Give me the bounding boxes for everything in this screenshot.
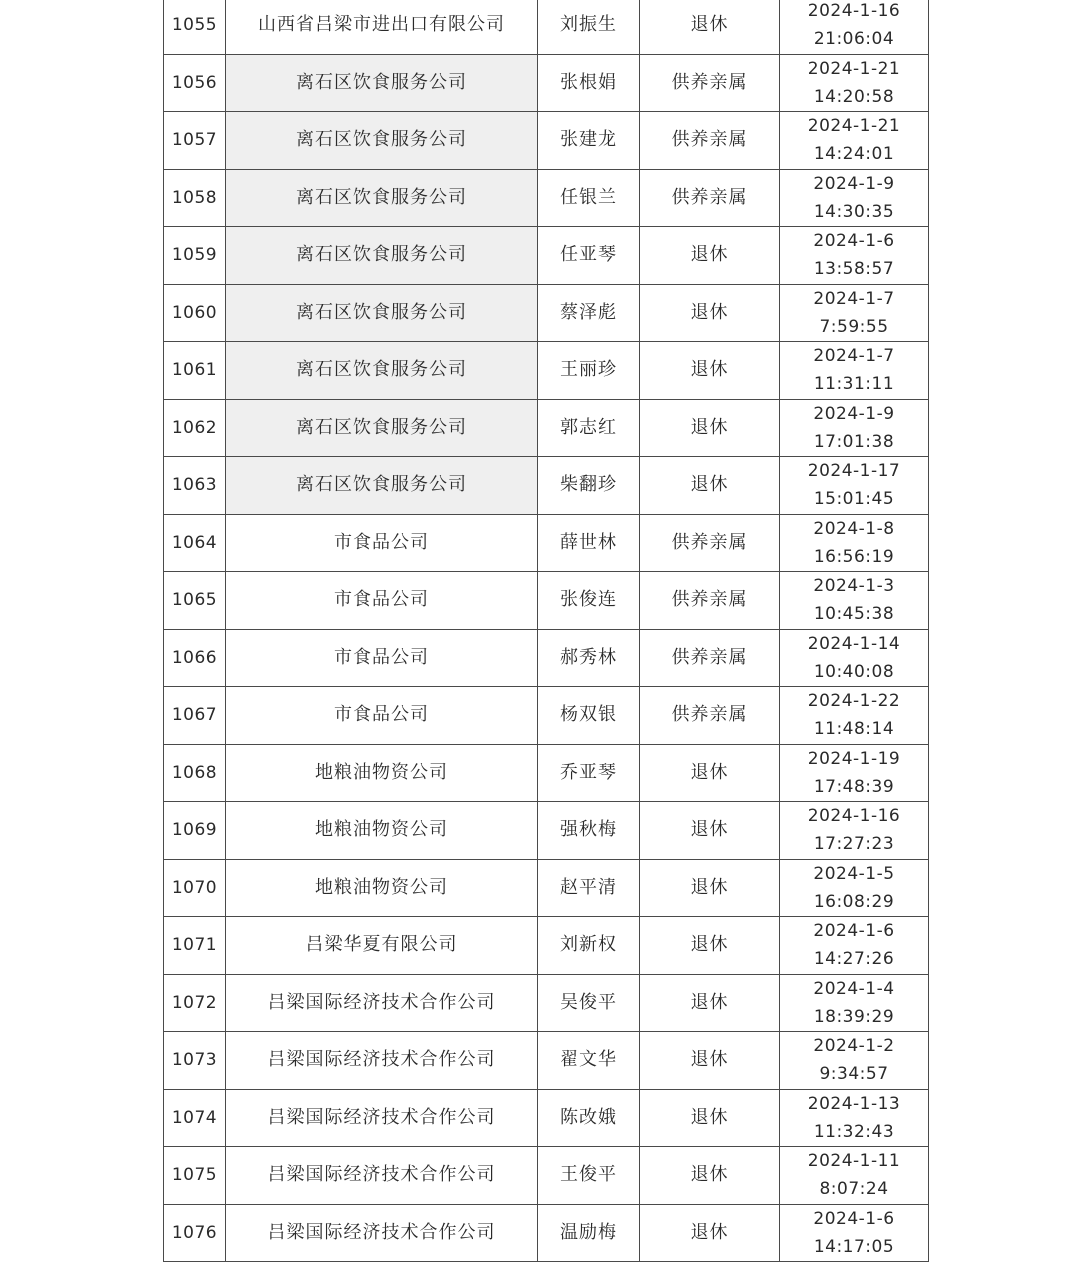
table-row <box>164 572 929 630</box>
status-type-cell: 供养亲属 <box>640 514 780 572</box>
company-cell: 地粮油物资公司 <box>226 802 538 860</box>
status-type-cell: 退休 <box>640 284 780 342</box>
date-text: 2024-1-5 <box>813 863 895 884</box>
time-text: 14:30:35 <box>813 201 895 222</box>
status-type-cell: 供养亲属 <box>640 169 780 227</box>
person-name-cell: 张根娟 <box>538 54 640 112</box>
person-name-cell: 柴翻珍 <box>538 457 640 515</box>
date-text: 2024-1-17 <box>807 461 901 482</box>
status-type-cell: 退休 <box>640 744 780 802</box>
datetime-cell <box>780 54 929 112</box>
person-name-cell: 郝秀林 <box>538 629 640 687</box>
company-cell: 地粮油物资公司 <box>226 859 538 917</box>
status-type-cell: 退休 <box>640 1032 780 1090</box>
table-row <box>164 0 929 54</box>
status-type-cell: 供养亲属 <box>640 687 780 745</box>
datetime-cell <box>780 457 929 515</box>
person-name-cell: 蔡泽彪 <box>538 284 640 342</box>
record-number-cell: 1067 <box>164 687 226 745</box>
record-number-cell: 1073 <box>164 1032 226 1090</box>
record-number-cell: 1071 <box>164 917 226 975</box>
time-text: 17:01:38 <box>813 431 895 452</box>
datetime-cell <box>780 399 929 457</box>
time-text: 14:27:26 <box>813 949 895 970</box>
record-number-cell: 1070 <box>164 859 226 917</box>
time-text: 11:31:11 <box>813 374 895 395</box>
date-text: 2024-1-6 <box>813 921 895 942</box>
datetime-cell <box>780 687 929 745</box>
table-row <box>164 917 929 975</box>
table-row <box>164 457 929 515</box>
time-text: 16:56:19 <box>813 546 895 567</box>
table-row <box>164 629 929 687</box>
time-text: 16:08:29 <box>813 891 895 912</box>
date-text: 2024-1-16 <box>807 1 901 22</box>
person-name-cell: 任亚琴 <box>538 227 640 285</box>
records-table <box>163 0 929 1262</box>
date-text: 2024-1-14 <box>807 633 901 654</box>
datetime-cell <box>780 917 929 975</box>
person-name-cell: 王丽珍 <box>538 342 640 400</box>
time-text: 15:01:45 <box>813 489 895 510</box>
datetime-cell <box>780 859 929 917</box>
datetime-cell <box>780 169 929 227</box>
person-name-cell: 乔亚琴 <box>538 744 640 802</box>
company-cell: 市食品公司 <box>226 629 538 687</box>
record-number-cell: 1074 <box>164 1089 226 1147</box>
record-number-cell: 1065 <box>164 572 226 630</box>
company-cell: 离石区饮食服务公司 <box>226 284 538 342</box>
date-text: 2024-1-4 <box>813 978 895 999</box>
datetime-cell <box>780 112 929 170</box>
datetime-cell <box>780 1032 929 1090</box>
company-cell: 市食品公司 <box>226 514 538 572</box>
table-row <box>164 1032 929 1090</box>
person-name-cell: 杨双银 <box>538 687 640 745</box>
datetime-cell <box>780 514 929 572</box>
record-number-cell: 1058 <box>164 169 226 227</box>
datetime-cell <box>780 342 929 400</box>
datetime-cell <box>780 802 929 860</box>
status-type-cell: 退休 <box>640 1089 780 1147</box>
record-number-cell: 1059 <box>164 227 226 285</box>
record-number-cell: 1069 <box>164 802 226 860</box>
record-number-cell: 1064 <box>164 514 226 572</box>
table-row <box>164 342 929 400</box>
table-row <box>164 802 929 860</box>
time-text: 14:17:05 <box>813 1236 895 1257</box>
table-row <box>164 227 929 285</box>
status-type-cell: 供养亲属 <box>640 54 780 112</box>
record-number-cell: 1063 <box>164 457 226 515</box>
date-text: 2024-1-6 <box>813 1208 895 1229</box>
status-type-cell: 退休 <box>640 457 780 515</box>
table-row <box>164 687 929 745</box>
time-text: 21:06:04 <box>813 29 895 50</box>
table-row <box>164 1147 929 1205</box>
date-text: 2024-1-7 <box>813 288 895 309</box>
record-number-cell: 1055 <box>164 0 226 54</box>
record-number-cell: 1061 <box>164 342 226 400</box>
table-row <box>164 859 929 917</box>
table-row <box>164 54 929 112</box>
date-text: 2024-1-3 <box>813 576 895 597</box>
date-text: 2024-1-13 <box>807 1093 901 1114</box>
status-type-cell: 退休 <box>640 1147 780 1205</box>
datetime-cell <box>780 744 929 802</box>
table-row <box>164 399 929 457</box>
table-row <box>164 744 929 802</box>
date-text: 2024-1-6 <box>813 231 895 252</box>
date-text: 2024-1-19 <box>807 748 901 769</box>
record-number-cell: 1075 <box>164 1147 226 1205</box>
table-row <box>164 1204 929 1262</box>
record-number-cell: 1062 <box>164 399 226 457</box>
status-type-cell: 退休 <box>640 802 780 860</box>
datetime-cell <box>780 1089 929 1147</box>
company-cell: 吕梁国际经济技术合作公司 <box>226 1032 538 1090</box>
person-name-cell: 翟文华 <box>538 1032 640 1090</box>
record-number-cell: 1056 <box>164 54 226 112</box>
person-name-cell: 刘振生 <box>538 0 640 54</box>
records-sheet <box>163 0 928 1262</box>
table-row <box>164 514 929 572</box>
status-type-cell: 供养亲属 <box>640 112 780 170</box>
person-name-cell: 赵平清 <box>538 859 640 917</box>
date-text: 2024-1-11 <box>807 1151 901 1172</box>
status-type-cell: 供养亲属 <box>640 572 780 630</box>
status-type-cell: 退休 <box>640 859 780 917</box>
datetime-cell <box>780 1204 929 1262</box>
company-cell: 吕梁国际经济技术合作公司 <box>226 1147 538 1205</box>
company-cell: 市食品公司 <box>226 572 538 630</box>
person-name-cell: 刘新权 <box>538 917 640 975</box>
company-cell: 地粮油物资公司 <box>226 744 538 802</box>
person-name-cell: 任银兰 <box>538 169 640 227</box>
datetime-cell <box>780 0 929 54</box>
status-type-cell: 退休 <box>640 399 780 457</box>
date-text: 2024-1-9 <box>813 403 895 424</box>
time-text: 13:58:57 <box>813 259 895 280</box>
date-text: 2024-1-9 <box>813 173 895 194</box>
person-name-cell: 郭志红 <box>538 399 640 457</box>
date-text: 2024-1-21 <box>807 116 901 137</box>
record-number-cell: 1068 <box>164 744 226 802</box>
person-name-cell: 张建龙 <box>538 112 640 170</box>
record-number-cell: 1072 <box>164 974 226 1032</box>
company-cell: 离石区饮食服务公司 <box>226 399 538 457</box>
status-type-cell: 退休 <box>640 227 780 285</box>
time-text: 11:32:43 <box>813 1121 895 1142</box>
time-text: 14:20:58 <box>813 86 895 107</box>
time-text: 14:24:01 <box>813 144 895 165</box>
time-text: 10:40:08 <box>813 661 895 682</box>
person-name-cell: 张俊连 <box>538 572 640 630</box>
company-cell: 离石区饮食服务公司 <box>226 342 538 400</box>
date-text: 2024-1-22 <box>807 691 901 712</box>
company-cell: 吕梁华夏有限公司 <box>226 917 538 975</box>
person-name-cell: 薛世林 <box>538 514 640 572</box>
record-number-cell: 1060 <box>164 284 226 342</box>
company-cell: 市食品公司 <box>226 687 538 745</box>
status-type-cell: 退休 <box>640 974 780 1032</box>
time-text: 11:48:14 <box>813 719 895 740</box>
date-text: 2024-1-7 <box>813 346 895 367</box>
company-cell: 山西省吕梁市进出口有限公司 <box>226 0 538 54</box>
time-text: 17:27:23 <box>813 834 895 855</box>
company-cell: 吕梁国际经济技术合作公司 <box>226 974 538 1032</box>
company-cell: 离石区饮食服务公司 <box>226 112 538 170</box>
person-name-cell: 温励梅 <box>538 1204 640 1262</box>
table-row <box>164 112 929 170</box>
person-name-cell: 吴俊平 <box>538 974 640 1032</box>
time-text: 9:34:57 <box>819 1064 889 1085</box>
table-row <box>164 169 929 227</box>
record-number-cell: 1057 <box>164 112 226 170</box>
datetime-cell <box>780 572 929 630</box>
datetime-cell <box>780 974 929 1032</box>
status-type-cell: 退休 <box>640 917 780 975</box>
person-name-cell: 强秋梅 <box>538 802 640 860</box>
datetime-cell <box>780 1147 929 1205</box>
time-text: 7:59:55 <box>819 316 889 337</box>
company-cell: 吕梁国际经济技术合作公司 <box>226 1089 538 1147</box>
status-type-cell: 退休 <box>640 0 780 54</box>
time-text: 18:39:29 <box>813 1006 895 1027</box>
company-cell: 离石区饮食服务公司 <box>226 169 538 227</box>
status-type-cell: 退休 <box>640 342 780 400</box>
person-name-cell: 王俊平 <box>538 1147 640 1205</box>
date-text: 2024-1-21 <box>807 58 901 79</box>
datetime-cell <box>780 284 929 342</box>
status-type-cell: 供养亲属 <box>640 629 780 687</box>
record-number-cell: 1066 <box>164 629 226 687</box>
datetime-cell <box>780 629 929 687</box>
company-cell: 离石区饮食服务公司 <box>226 457 538 515</box>
time-text: 17:48:39 <box>813 776 895 797</box>
date-text: 2024-1-8 <box>813 518 895 539</box>
date-text: 2024-1-16 <box>807 806 901 827</box>
person-name-cell: 陈改娥 <box>538 1089 640 1147</box>
record-number-cell: 1076 <box>164 1204 226 1262</box>
date-text: 2024-1-2 <box>813 1036 895 1057</box>
table-row <box>164 284 929 342</box>
table-row <box>164 1089 929 1147</box>
records-table-body <box>164 0 929 1262</box>
company-cell: 离石区饮食服务公司 <box>226 227 538 285</box>
table-row <box>164 974 929 1032</box>
datetime-cell <box>780 227 929 285</box>
status-type-cell: 退休 <box>640 1204 780 1262</box>
time-text: 8:07:24 <box>819 1179 889 1200</box>
company-cell: 吕梁国际经济技术合作公司 <box>226 1204 538 1262</box>
time-text: 10:45:38 <box>813 604 895 625</box>
company-cell: 离石区饮食服务公司 <box>226 54 538 112</box>
